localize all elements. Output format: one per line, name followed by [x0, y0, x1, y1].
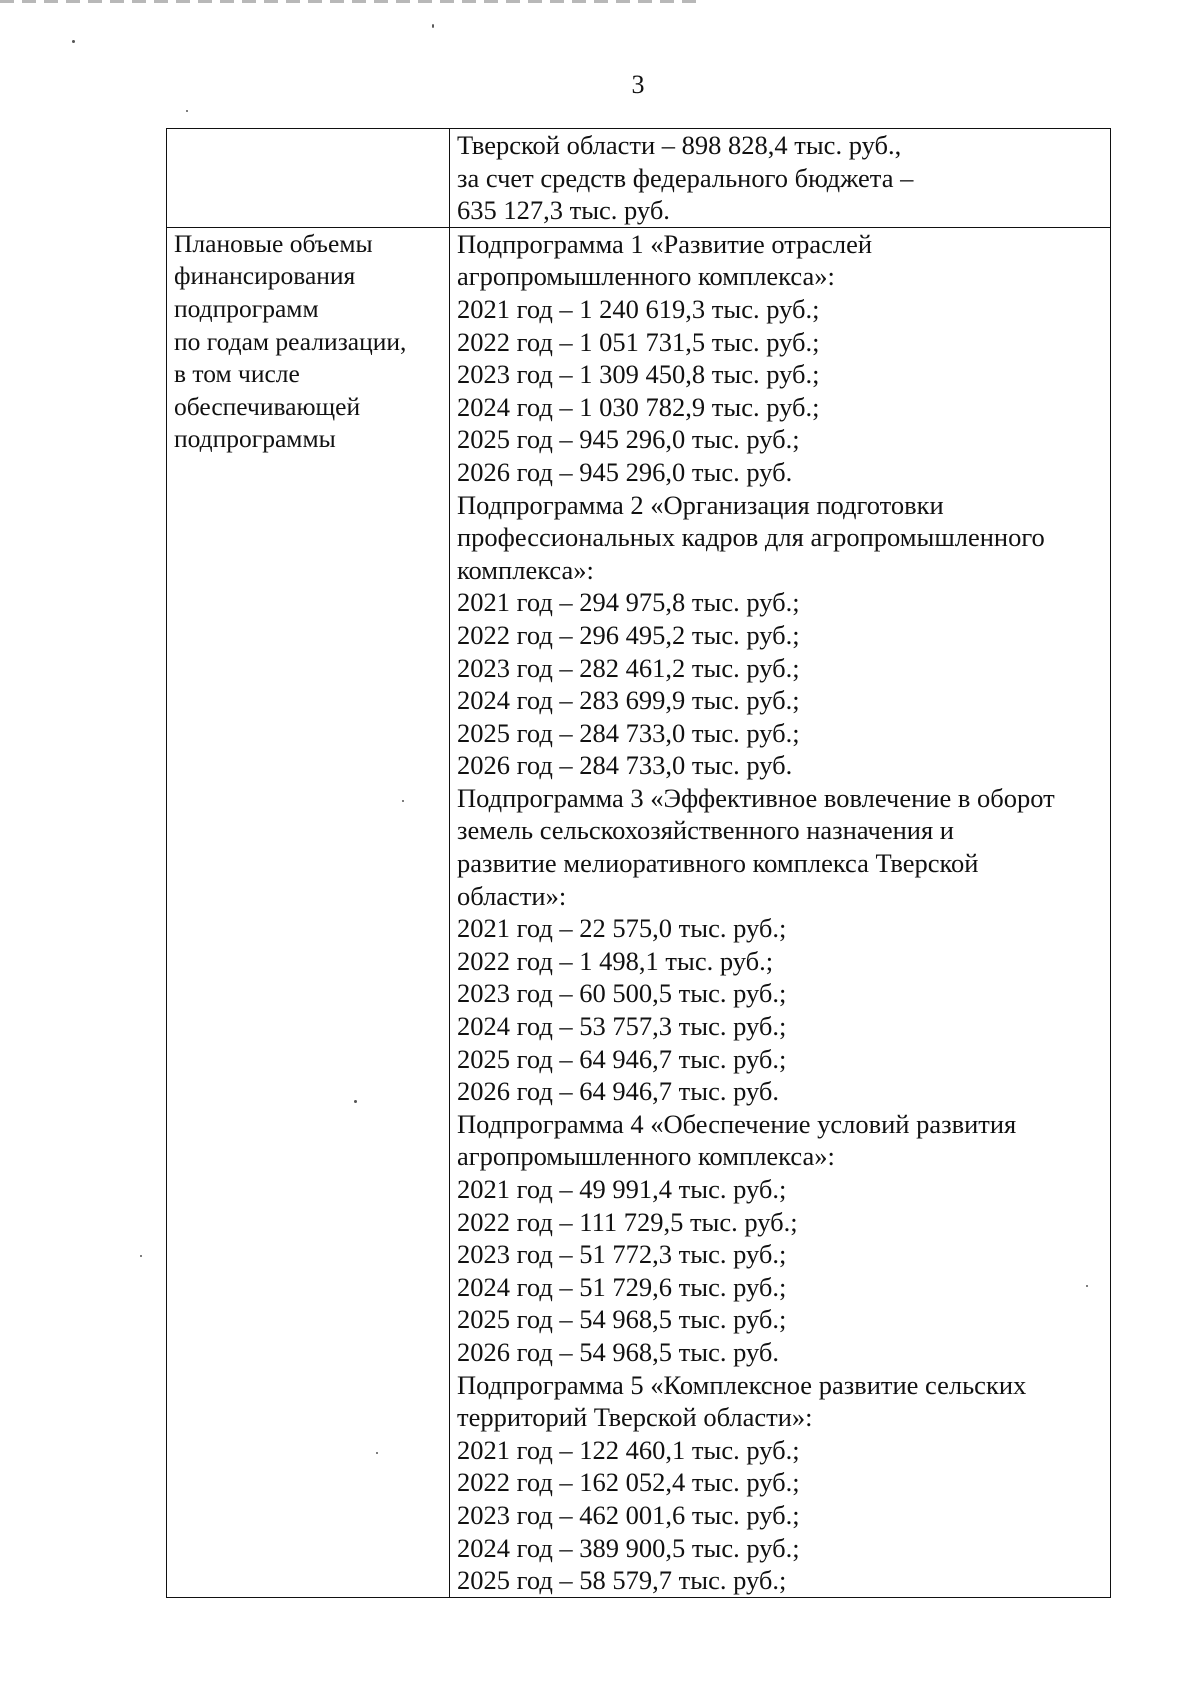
page-number: 3 — [631, 70, 645, 99]
funding-year-line: 2024 год – 51 729,6 тыс. руб.; — [457, 1271, 787, 1302]
subprogram-4-title: Подпрограмма 4 «Обеспечение условий развития — [457, 1108, 1017, 1139]
subprogram-5-title: территорий Тверской области»: — [457, 1402, 813, 1433]
row-label-line: обеспечивающей — [174, 391, 361, 421]
row-label-line: в том числе — [174, 359, 300, 389]
funding-year-line: 2026 год – 64 946,7 тыс. руб. — [457, 1076, 779, 1107]
subprogram-3-title: развитие мелиоративного комплекса Тверской — [457, 848, 979, 879]
table-cell-empty — [167, 129, 450, 228]
funding-year-line: 2021 год – 122 460,1 тыс. руб.; — [457, 1434, 800, 1465]
funding-year-line: 2025 год – 58 579,7 тыс. руб.; — [457, 1565, 787, 1596]
funding-year-line: 2023 год – 1 309 450,8 тыс. руб.; — [457, 359, 820, 390]
text-line: за счет средств федерального бюджета – — [457, 162, 914, 193]
subprogram-2-title: Подпрограмма 2 «Организация подготовки — [457, 489, 944, 520]
funding-year-line: 2023 год – 462 001,6 тыс. руб.; — [457, 1499, 800, 1530]
row-label-cell — [167, 227, 450, 1597]
row-label-line: финансирования — [174, 261, 356, 291]
funding-year-line: 2026 год – 945 296,0 тыс. руб. — [457, 456, 793, 487]
funding-year-line: 2025 год – 54 968,5 тыс. руб.; — [457, 1304, 787, 1335]
funding-year-line: 2021 год – 1 240 619,3 тыс. руб.; — [457, 293, 820, 324]
funding-year-line: 2023 год – 60 500,5 тыс. руб.; — [457, 978, 787, 1009]
funding-year-line: 2024 год – 283 699,9 тыс. руб.; — [457, 685, 800, 716]
scan-speck — [432, 24, 434, 28]
subprogram-1-title: Подпрограмма 1 «Развитие отраслей — [457, 228, 873, 259]
row-label-line: по годам реализации, — [174, 326, 407, 356]
funding-year-line: 2022 год – 162 052,4 тыс. руб.; — [457, 1467, 800, 1498]
row-label-line: подпрограммы — [174, 424, 336, 454]
text-line: Тверской области – 898 828,4 тыс. руб., — [457, 130, 902, 160]
subprogram-5-title: Подпрограмма 5 «Комплексное развитие сельских — [457, 1369, 1027, 1400]
funding-year-line: 2026 год – 284 733,0 тыс. руб. — [457, 750, 793, 781]
funding-summary-cell — [450, 129, 1111, 228]
subprogram-funding-cell — [450, 227, 1111, 1597]
subprogram-3-title: земель сельскохозяйственного назначения и — [457, 815, 954, 846]
funding-year-line: 2021 год – 22 575,0 тыс. руб.; — [457, 913, 787, 944]
funding-year-line: 2021 год – 49 991,4 тыс. руб.; — [457, 1174, 787, 1204]
funding-year-line: 2024 год – 389 900,5 тыс. руб.; — [457, 1532, 800, 1563]
table-row — [167, 129, 1111, 228]
funding-year-line: 2026 год – 54 968,5 тыс. руб. — [457, 1336, 779, 1367]
funding-year-line: 2022 год – 111 729,5 тыс. руб.; — [457, 1206, 798, 1237]
funding-year-line: 2024 год – 1 030 782,9 тыс. руб.; — [457, 391, 820, 422]
funding-year-line: 2025 год – 284 733,0 тыс. руб.; — [457, 717, 800, 748]
funding-year-line: 2025 год – 945 296,0 тыс. руб.; — [457, 424, 800, 455]
funding-year-line: 2023 год – 282 461,2 тыс. руб.; — [457, 652, 800, 683]
subprogram-3-title: Подпрограмма 3 «Эффективное вовлечение в оборот — [457, 782, 1055, 813]
funding-year-line: 2022 год – 296 495,2 тыс. руб.; — [457, 619, 800, 650]
scan-edge-artifact — [0, 0, 700, 3]
scan-speck — [72, 40, 75, 43]
text-line: 635 127,3 тыс. руб. — [457, 195, 670, 226]
funding-year-line: 2024 год – 53 757,3 тыс. руб.; — [457, 1011, 787, 1042]
funding-year-line: 2021 год – 294 975,8 тыс. руб.; — [457, 587, 800, 618]
funding-year-line: 2022 год – 1 051 731,5 тыс. руб.; — [457, 326, 820, 357]
subprogram-2-title: комплекса»: — [457, 554, 594, 585]
funding-year-line: 2022 год – 1 498,1 тыс. руб.; — [457, 945, 774, 976]
subprogram-3-title: области»: — [457, 880, 567, 911]
funding-year-line: 2025 год – 64 946,7 тыс. руб.; — [457, 1043, 787, 1074]
passport-table — [166, 128, 1111, 1598]
subprogram-1-title: агропромышленного комплекса»: — [457, 261, 835, 292]
subprogram-4-title: агропромышленного комплекса»: — [457, 1141, 835, 1172]
table-row — [167, 227, 1111, 1597]
subprogram-2-title: профессиональных кадров для агропромышленного — [457, 522, 1045, 553]
scan-speck — [140, 1255, 142, 1257]
row-label-line: Плановые объемы — [174, 228, 373, 258]
funding-year-line: 2023 год – 51 772,3 тыс. руб.; — [457, 1239, 787, 1270]
scan-speck — [186, 110, 188, 112]
row-label-line: подпрограмм — [174, 293, 319, 323]
